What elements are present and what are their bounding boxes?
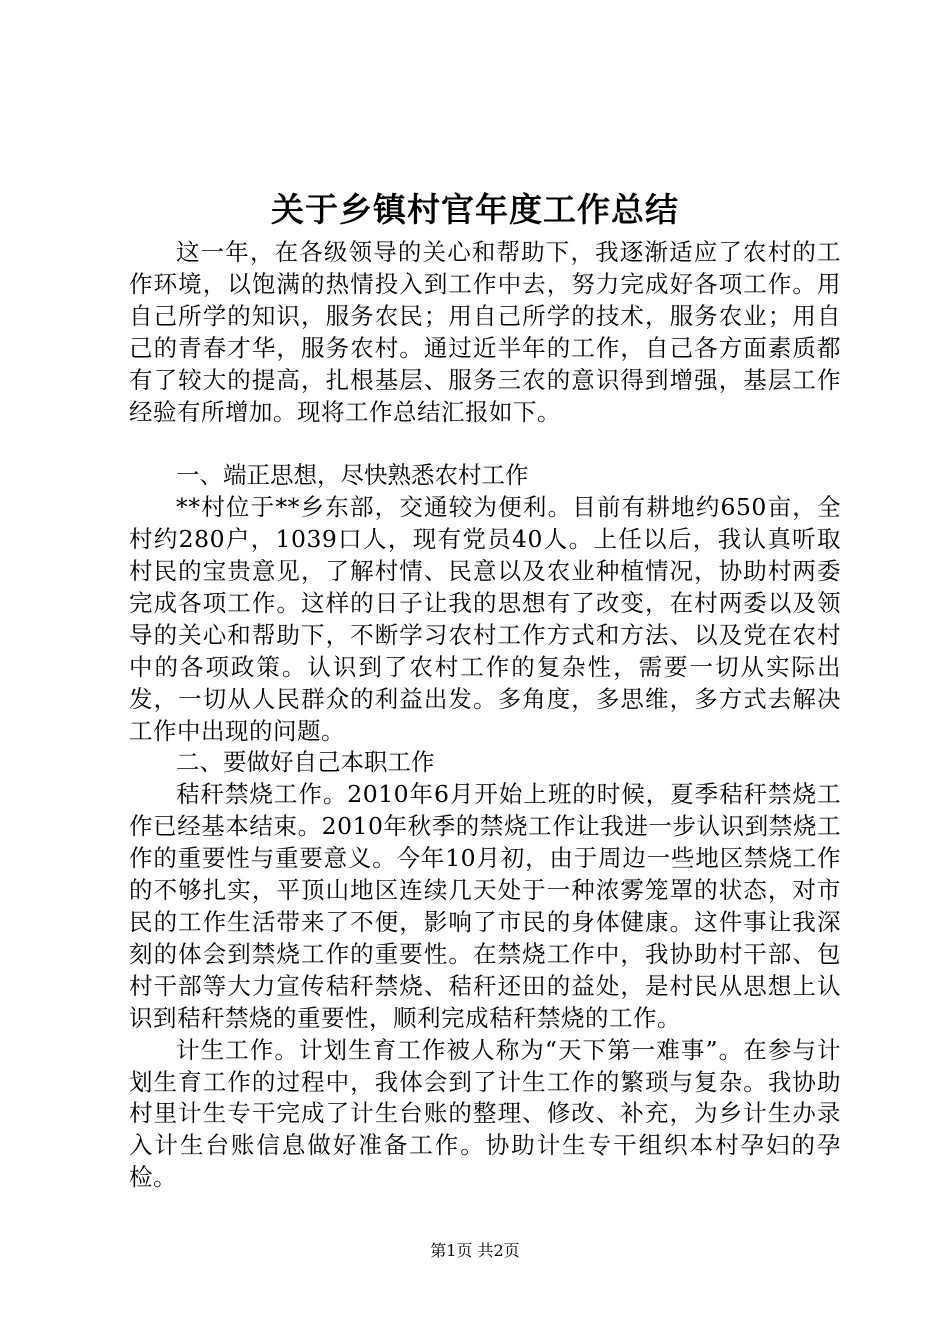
page-number-footer: 第1页 共2页 [430, 1241, 520, 1260]
section-heading-2: 二、要做好自己本职工作 [176, 748, 435, 777]
family-planning-paragraph: 计生工作。计划生育工作被人称为“天下第一难事”。在参与计划生育工作的过程中，我体会到了计生工作的繁琐与复杂。我协助村里计生专干完成了计生台账的整理、修改、补充，为乡计生办录入计生台账信息做好准备工作。协助计生专干组织本村孕妇的孕检。 [129, 1035, 841, 1192]
straw-burning-paragraph: 秸秆禁烧工作。2010年6月开始上班的时候，夏季秸秆禁烧工作已经基本结束。2010年秋季的禁烧工作让我进一步认识到禁烧工作的重要性与重要意义。今年10月初，由于周边一些地区禁烧工作的不够扎实，平顶山地区连续几天处于一种浓雾笼罩的状态，对市民的工作生活带来了不便，影响了市民的身体健康。这件事让我深刻的体会到禁烧工作的重要性。在禁烧工作中，我协助村干部、包村干部等大力宣传秸秆禁烧、秸秆还田的益处，是村民从思想上认识到秸秆禁烧的重要性，顺利完成秸秆禁烧的工作。 [129, 780, 841, 1032]
document-body [129, 237, 841, 1194]
section-heading-1: 一、端正思想，尽快熟悉农村工作 [176, 461, 529, 490]
document-title: 关于乡镇村官年度工作总结 [271, 190, 679, 229]
intro-paragraph: 这一年，在各级领导的关心和帮助下，我逐渐适应了农村的工作环境，以饱满的热情投入到工作中去，努力完成好各项工作。用自己所学的知识，服务农民；用自己所学的技术，服务农业；用自己的青春才华，服务农村。通过近半年的工作，自己各方面素质都有了较大的提高，扎根基层、服务三农的意识得到增强，基层工作经验有所增加。现将工作总结汇报如下。 [129, 238, 841, 426]
section-1-paragraph: **村位于**乡东部，交通较为便利。目前有耕地约650亩，全村约280户，1039口人，现有党员40人。上任以后，我认真听取村民的宝贵意见，了解村情、民意以及农业种植情况，协助村两委完成各项工作。这样的日子让我的思想有了改变，在村两委以及领导的关心和帮助下，不断学习农村工作方式和方法、以及党在农村中的各项政策。认识到了农村工作的复杂性，需要一切从实际出发，一切从人民群众的利益出发。多角度，多思维，多方式去解决工作中出现的问题。 [129, 493, 841, 745]
